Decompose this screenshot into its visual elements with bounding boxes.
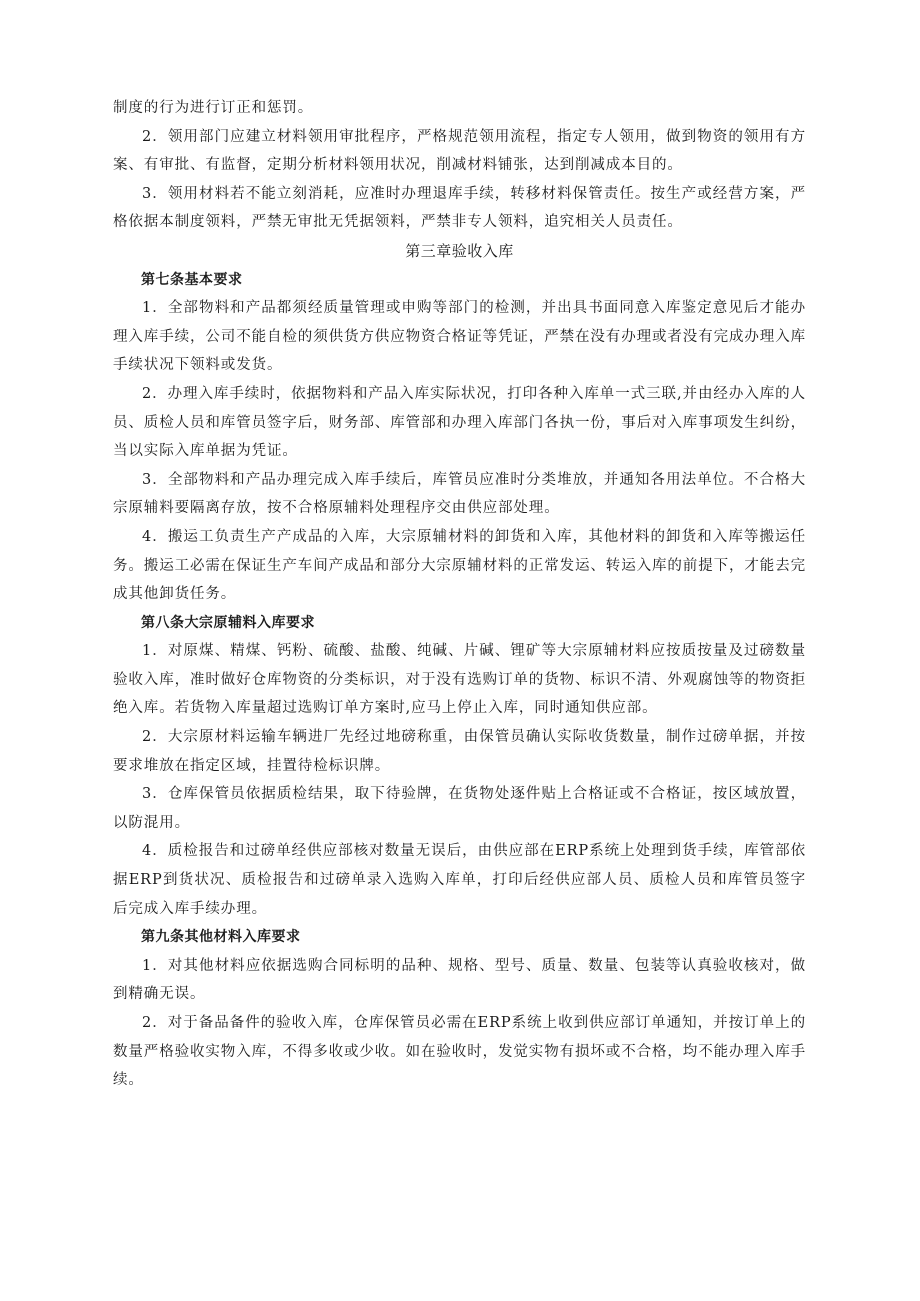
article-7-item-2: 2．办理入库手续时，依据物料和产品入库实际状况，打印各种入库单一式三联,并由经办入库的人员、质检人员和库管员签字后，财务部、库管部和办理入库部门各执一份，事后对入库事项发生纠纷，当以实际入库单据为凭证。 (113, 385, 806, 460)
article-7-item-1: 1．全部物料和产品都须经质量管理或申购等部门的检测，并出具书面同意入库鉴定意见后才能办理入库手续，公司不能自检的须供货方供应物资合格证等凭证，严禁在没有办理或者没有完成办理入库手续状况下领料或发货。 (113, 300, 806, 374)
article-8-item-1: 1．对原煤、精煤、钙粉、硫酸、盐酸、纯碱、片碱、锂矿等大宗原辅材料应按质按量及过磅数量验收入库，准时做好仓库物资的分类标识，对于没有选购订单的货物、标识不清、外观腐蚀等的物资拒绝入库。若货物入库量超过选购订单方案时,应马上停止入库，同时通知供应部。 (113, 643, 806, 717)
article-8-heading: 第八条大宗原辅料入库要求 (141, 614, 315, 631)
article-9-item-2: 2．对于备品备件的验收入库，仓库保管员必需在ERP系统上收到供应部订单通知，并按订单上的数量严格验收实物入库，不得多收或少收。如在验收时，发觉实物有损坏或不合格，均不能办理入库手续。 (113, 1015, 806, 1089)
article-8-item-3: 3．仓库保管员依据质检结果，取下待验牌，在货物处逐件贴上合格证或不合格证，按区域放置，以防混用。 (113, 786, 806, 831)
article-9-heading: 第九条其他材料入库要求 (141, 929, 301, 946)
article-7-heading: 第七条基本要求 (141, 271, 243, 288)
chapter-heading: 第三章验收入库 (405, 241, 514, 260)
article-9-item-1: 1．对其他材料应依据选购合同标明的品种、规格、型号、质量、数量、包装等认真验收核对，做到精确无误。 (113, 957, 806, 1003)
paragraph-item-2: 2．领用部门应建立材料领用审批程序，严格规范领用流程，指定专人领用，做到物资的领用有方案、有审批、有监督，定期分析材料领用状况，削减材料铺张，达到削减成本目的。 (113, 128, 806, 174)
article-7-item-4: 4．搬运工负责生产产成品的入库，大宗原辅材料的卸货和入库，其他材料的卸货和入库等搬运任务。搬运工必需在保证生产车间产成品和部分大宗原辅材料的正常发运、转运入库的前提下，才能去完成其他卸货任务。 (113, 528, 806, 603)
article-7-item-3: 3．全部物料和产品办理完成入库手续后，库管员应准时分类堆放，并通知各用法单位。不合格大宗原辅料要隔离存放，按不合格原辅料处理程序交由供应部处理。 (113, 471, 806, 517)
paragraph-item-3: 3．领用材料若不能立刻消耗，应准时办理退库手续，转移材料保管责任。按生产或经营方案，严格依据本制度领料，严禁无审批无凭据领料，严禁非专人领料，追究相关人员责任。 (113, 185, 806, 231)
document-body (113, 94, 806, 1095)
article-8-item-4: 4．质检报告和过磅单经供应部核对数量无误后，由供应部在ERP系统上处理到货手续，库管部依据ERP到货状况、质检报告和过磅单录入选购入库单，打印后经供应部人员、质检人员和库管员签字后完成入库手续办理。 (113, 843, 806, 917)
paragraph-continuation: 制度的行为进行订正和惩罚。 (113, 100, 314, 116)
article-8-item-2: 2．大宗原材料运输车辆进厂先经过地磅称重，由保管员确认实际收货数量，制作过磅单据，并按要求堆放在指定区域，挂置待检标识牌。 (113, 729, 806, 774)
